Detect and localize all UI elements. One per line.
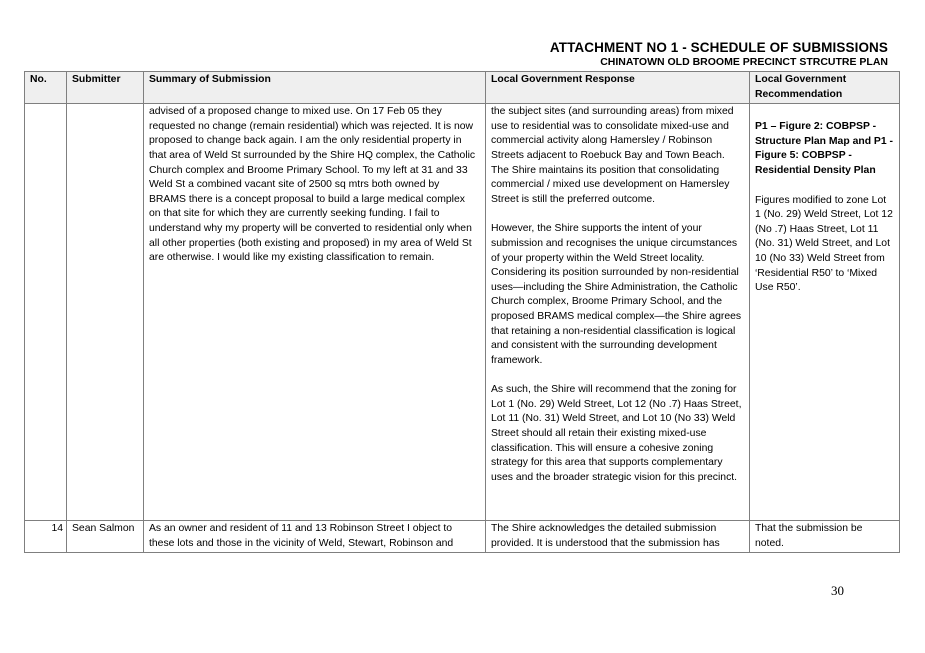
response-paragraph-3: As such, the Shire will recommend that the zoning for Lot 1 (No. 29) Weld Street, Lot 12 (No .7) Haas Street, Lot 11 (No. 31) Weld Street, and Lot 10 (No 33) Weld Street should all retain their existing mixed-use classification. This will ensure a cohesive zoning strategy for this area that supports complementary uses and the broader strategic vision for this precinct. [491,384,742,483]
recommendation-cell [750,104,900,521]
submitter-cell: Sean Salmon [67,521,144,553]
summary-cell [144,104,486,521]
response-paragraph-2: However, the Shire supports the intent of your submission and recognises the unique circumstances of your property within the Weld Street locality. Considering its position surrounded by non-residential uses—including the Shire Administration, the Catholic Church complex, Broome Primary School, and the proposed BRAMS medical complex—the Shire agrees that retaining a non-residential classification is logical and consistent with the surrounding development framework. [491,223,742,366]
row-number-cell: 14 [25,521,67,553]
page-number: 30 [831,583,844,598]
summary-cell: As an owner and resident of 11 and 13 Robinson Street I object to these lots and those in the vicinity of Weld, Stewart, Robinson and [144,521,486,553]
table-header-row [25,72,900,104]
recommendation-cell: That the submission be noted. [750,521,900,553]
table-row [25,521,900,553]
table-row [25,104,900,521]
plan-subtitle: CHINATOWN OLD BROOME PRECINCT STRCUTRE PLAN [600,56,888,68]
submitter-cell [67,104,144,521]
column-header-submitter: Submitter [67,72,144,104]
submissions-table [24,71,900,553]
column-header-summary: Summary of Submission [144,72,486,104]
recommendation-figure-reference: P1 – Figure 2: COBPSP - Structure Plan Map and P1 - Figure 5: COBPSP - Residential Density Plan [755,121,893,176]
response-cell [486,104,750,521]
column-header-response: Local Government Response [486,72,750,104]
column-header-no: No. [25,72,67,104]
response-paragraph-1: the subject sites (and surrounding areas) from mixed use to residential was to consolidate mixed-use and commercial activity along Hamersley / Robinson Streets adjacent to Roebuck Bay and Town Beach. The Shire maintains its position that consolidating commercial / mixed use development on Hamersley Street is still the preferred outcome. [491,106,734,205]
row-number-cell [25,104,67,521]
response-cell: The Shire acknowledges the detailed submission provided. It is understood that the submission has [486,521,750,553]
summary-text: advised of a proposed change to mixed use. On 17 Feb 05 they requested no change (remain residential) which was rejected. It is now proposed to change back again. I am the only residential property in that area of Weld St surrounded by the Shire HQ complex, the Catholic Church complex and Broome Primary School. To my left at 31 and 33 Weld St a combined vacant site of 2500 sq mtrs both owned by BRAMS there is a concept proposal to build a large medical complex on that site for which they are currently seeking funding. I fail to understand why my property will be converted to residential only when all other properties (both existing and proposed) in my area of Weld St are otherwise. I would like my existing classification to remain. [149,106,476,264]
attachment-title: ATTACHMENT NO 1 - SCHEDULE OF SUBMISSIONS [549,40,888,55]
column-header-recommendation: Local Government Recommendation [750,72,900,104]
recommendation-text: Figures modified to zone Lot 1 (No. 29) Weld Street, Lot 12 (No .7) Haas Street, Lot 11 (No. 31) Weld Street, and Lot 10 (No 33) Weld Street from ‘Residential R50’ to ‘Mixed Use R50’. [755,194,893,294]
